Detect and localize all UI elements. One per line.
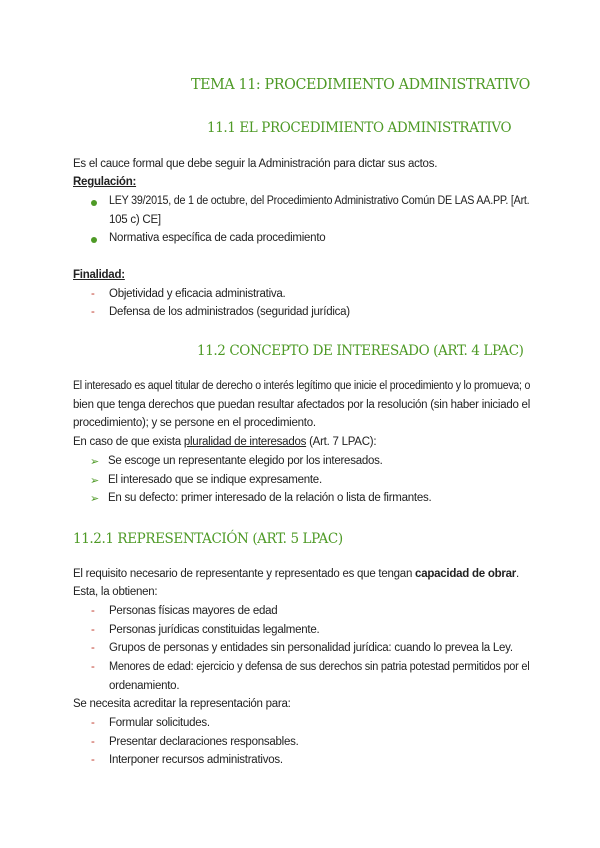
requisito-line	[73, 568, 519, 580]
dash-bullet: -	[91, 624, 95, 636]
pluralidad-post: (Art. 7 LPAC):	[306, 436, 377, 448]
arrow-bullet: ➢	[90, 456, 100, 468]
requisito-bold: capacidad de obrar	[415, 568, 517, 580]
pluralidad-item: Se escoge un representante elegido por los interesados.	[108, 455, 383, 467]
regulacion-label: Regulación:	[73, 176, 137, 188]
pluralidad-pre: En caso de que exista	[73, 436, 184, 448]
dash-bullet: -	[91, 288, 95, 300]
finalidad-item: Objetividad y eficacia administrativa.	[109, 288, 286, 300]
section-heading-11-1: 11.1 EL PROCEDIMIENTO ADMINISTRATIVO	[207, 120, 512, 136]
page-title: TEMA 11: PROCEDIMIENTO ADMINISTRATIVO	[191, 75, 531, 93]
pluralidad-item: El interesado que se indique expresamente.	[108, 474, 322, 486]
bullet-dot	[91, 237, 97, 243]
finalidad-item: Defensa de los administrados (seguridad jurídica)	[109, 306, 350, 318]
bullet-dot	[91, 200, 97, 206]
obtienen-label: Esta, la obtienen:	[73, 586, 158, 598]
dash-bullet: -	[91, 736, 95, 748]
obtienen-item: Menores de edad: ejercicio y defensa de sus derechos sin patria potestad permitidos por el	[109, 661, 530, 673]
regulacion-item-cont: 105 c) CE]	[109, 214, 161, 226]
intro-text: Es el cauce formal que debe seguir la Administración para dictar sus actos.	[73, 158, 438, 170]
interesado-para-line: procedimiento); y se persone en el procedimiento.	[73, 417, 316, 429]
dash-bullet: -	[91, 306, 95, 318]
regulacion-item: LEY 39/2015, de 1 de octubre, del Procedimiento Administrativo Común DE LAS AA.PP. [Art.	[109, 195, 530, 207]
dash-bullet: -	[91, 661, 95, 673]
obtienen-item: Grupos de personas y entidades sin personalidad jurídica: cuando lo prevea la Ley.	[109, 642, 513, 654]
regulacion-item: Normativa específica de cada procedimiento	[109, 232, 326, 244]
section-heading-11-2: 11.2 CONCEPTO DE INTERESADO (ART. 4 LPAC)	[197, 343, 524, 359]
dash-bullet: -	[91, 642, 95, 654]
section-heading-11-2-1: 11.2.1 REPRESENTACIÓN (ART. 5 LPAC)	[73, 531, 343, 547]
arrow-bullet: ➢	[90, 493, 100, 505]
interesado-para-line: bien que tenga derechos que puedan resultar afectados por la resolución (sin haber iniciado el	[73, 399, 530, 411]
interesado-para-line: El interesado es aquel titular de derecho o interés legítimo que inicie el procedimiento y lo promueva; o	[73, 380, 531, 392]
requisito-post: .	[516, 568, 519, 580]
obtienen-item: Personas jurídicas constituidas legalmente.	[109, 624, 320, 636]
dash-bullet: -	[91, 754, 95, 766]
obtienen-item: Personas físicas mayores de edad	[109, 605, 278, 617]
acreditar-item: Formular solicitudes.	[109, 717, 210, 729]
pluralidad-link: pluralidad de interesados	[183, 436, 307, 448]
acreditar-label: Se necesita acreditar la representación para:	[73, 698, 291, 710]
requisito-pre: El requisito necesario de representante y representado es que tengan	[73, 568, 416, 580]
dash-bullet: -	[91, 605, 95, 617]
acreditar-item: Presentar declaraciones responsables.	[109, 736, 299, 748]
pluralidad-item: En su defecto: primer interesado de la relación o lista de firmantes.	[108, 492, 432, 504]
arrow-bullet: ➢	[90, 475, 100, 487]
acreditar-item: Interponer recursos administrativos.	[109, 754, 283, 766]
dash-bullet: -	[91, 717, 95, 729]
finalidad-label: Finalidad:	[73, 269, 125, 281]
pluralidad-line	[73, 436, 376, 448]
obtienen-item-cont: ordenamiento.	[109, 680, 180, 692]
